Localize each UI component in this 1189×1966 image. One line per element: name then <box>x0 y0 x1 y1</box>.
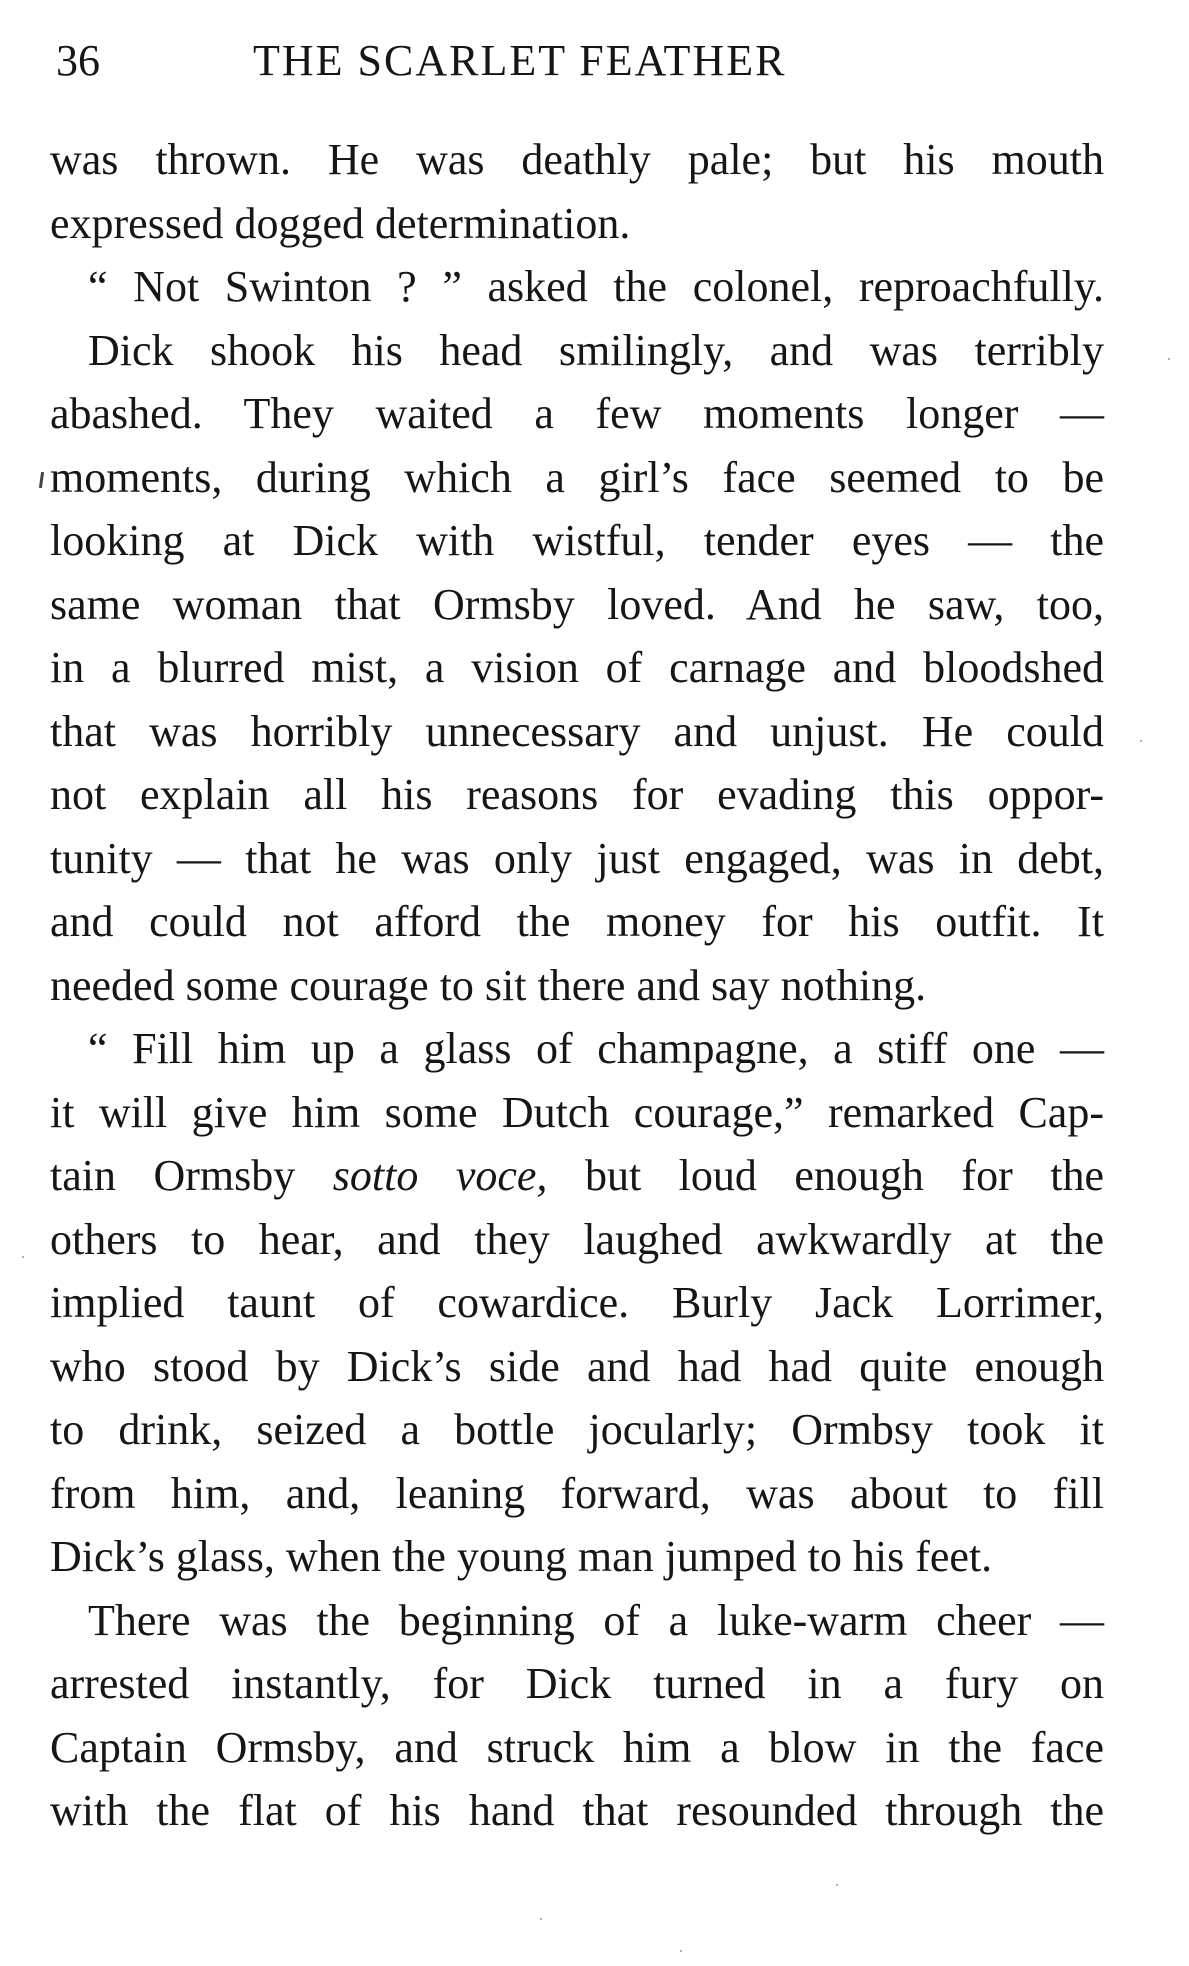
text-line: moments, during which a girl’s face seemed to be <box>50 452 1104 502</box>
text-line: looking at Dick with wistful, tender eyes — the <box>50 516 1104 565</box>
text-line: and could not afford the money for his outfit. It <box>50 897 1104 946</box>
text-line: was thrown. He was deathly pale; but his mouth <box>50 135 1104 184</box>
text-line: arrested instantly, for Dick turned in a fury on <box>50 1659 1104 1708</box>
text-line: same woman that Ormsby loved. And he saw, too, <box>50 579 1104 629</box>
page-number: 36 <box>56 36 100 85</box>
text-line: tain Ormsby sotto voce, but loud enough for the <box>50 1151 1104 1200</box>
text-line: it will give him some Dutch courage,” remarked Cap- <box>50 1087 1104 1137</box>
book-title: THE SCARLET FEATHER <box>253 36 787 85</box>
text-line: with the flat of his hand that resounded through the <box>50 1786 1104 1835</box>
text-line: expressed dogged determination. <box>50 198 631 248</box>
text-line: to drink, seized a bottle jocularly; Ormbsy took it <box>50 1405 1104 1454</box>
text-line: Dick shook his head smilingly, and was terribly <box>88 325 1104 375</box>
text-line: Dick’s glass, when the young man jumped to his feet. <box>50 1532 993 1581</box>
running-head <box>56 26 896 96</box>
text-line: Captain Ormsby, and struck him a blow in the face <box>50 1722 1104 1772</box>
paper-speck <box>680 1950 682 1952</box>
paper-speck <box>540 1918 542 1920</box>
text-line: not explain all his reasons for evading this oppor- <box>50 770 1104 819</box>
margin-mark <box>39 472 44 488</box>
text-line: tunity — that he was only just engaged, was in debt, <box>50 833 1104 883</box>
italic-phrase: sotto voce, <box>332 1151 548 1200</box>
text-line: in a blurred mist, a vision of carnage and bloodshed <box>50 643 1104 692</box>
paper-speck <box>836 1884 838 1886</box>
text-line: implied taunt of cowardice. Burly Jack Lorrimer, <box>50 1278 1104 1327</box>
text-line: needed some courage to sit there and say nothing. <box>50 960 927 1010</box>
text-line: There was the beginning of a luke-warm cheer — <box>88 1595 1104 1645</box>
paper-speck <box>1140 740 1142 742</box>
body-text <box>50 128 1104 1843</box>
text-line: from him, and, leaning forward, was about to fill <box>50 1468 1104 1518</box>
text-line: that was horribly unnecessary and unjust. He could <box>50 706 1104 756</box>
paper-speck <box>1168 358 1170 360</box>
text-line: “ Not Swinton ? ” asked the colonel, reproachfully. <box>88 262 1104 311</box>
text-line: “ Fill him up a glass of champagne, a stiff one — <box>88 1024 1104 1073</box>
text-line: abashed. They waited a few moments longer — <box>50 389 1104 438</box>
paper-speck <box>22 1256 24 1258</box>
text-line: others to hear, and they laughed awkwardly at the <box>50 1214 1104 1264</box>
text-line: who stood by Dick’s side and had had quite enough <box>50 1341 1104 1391</box>
